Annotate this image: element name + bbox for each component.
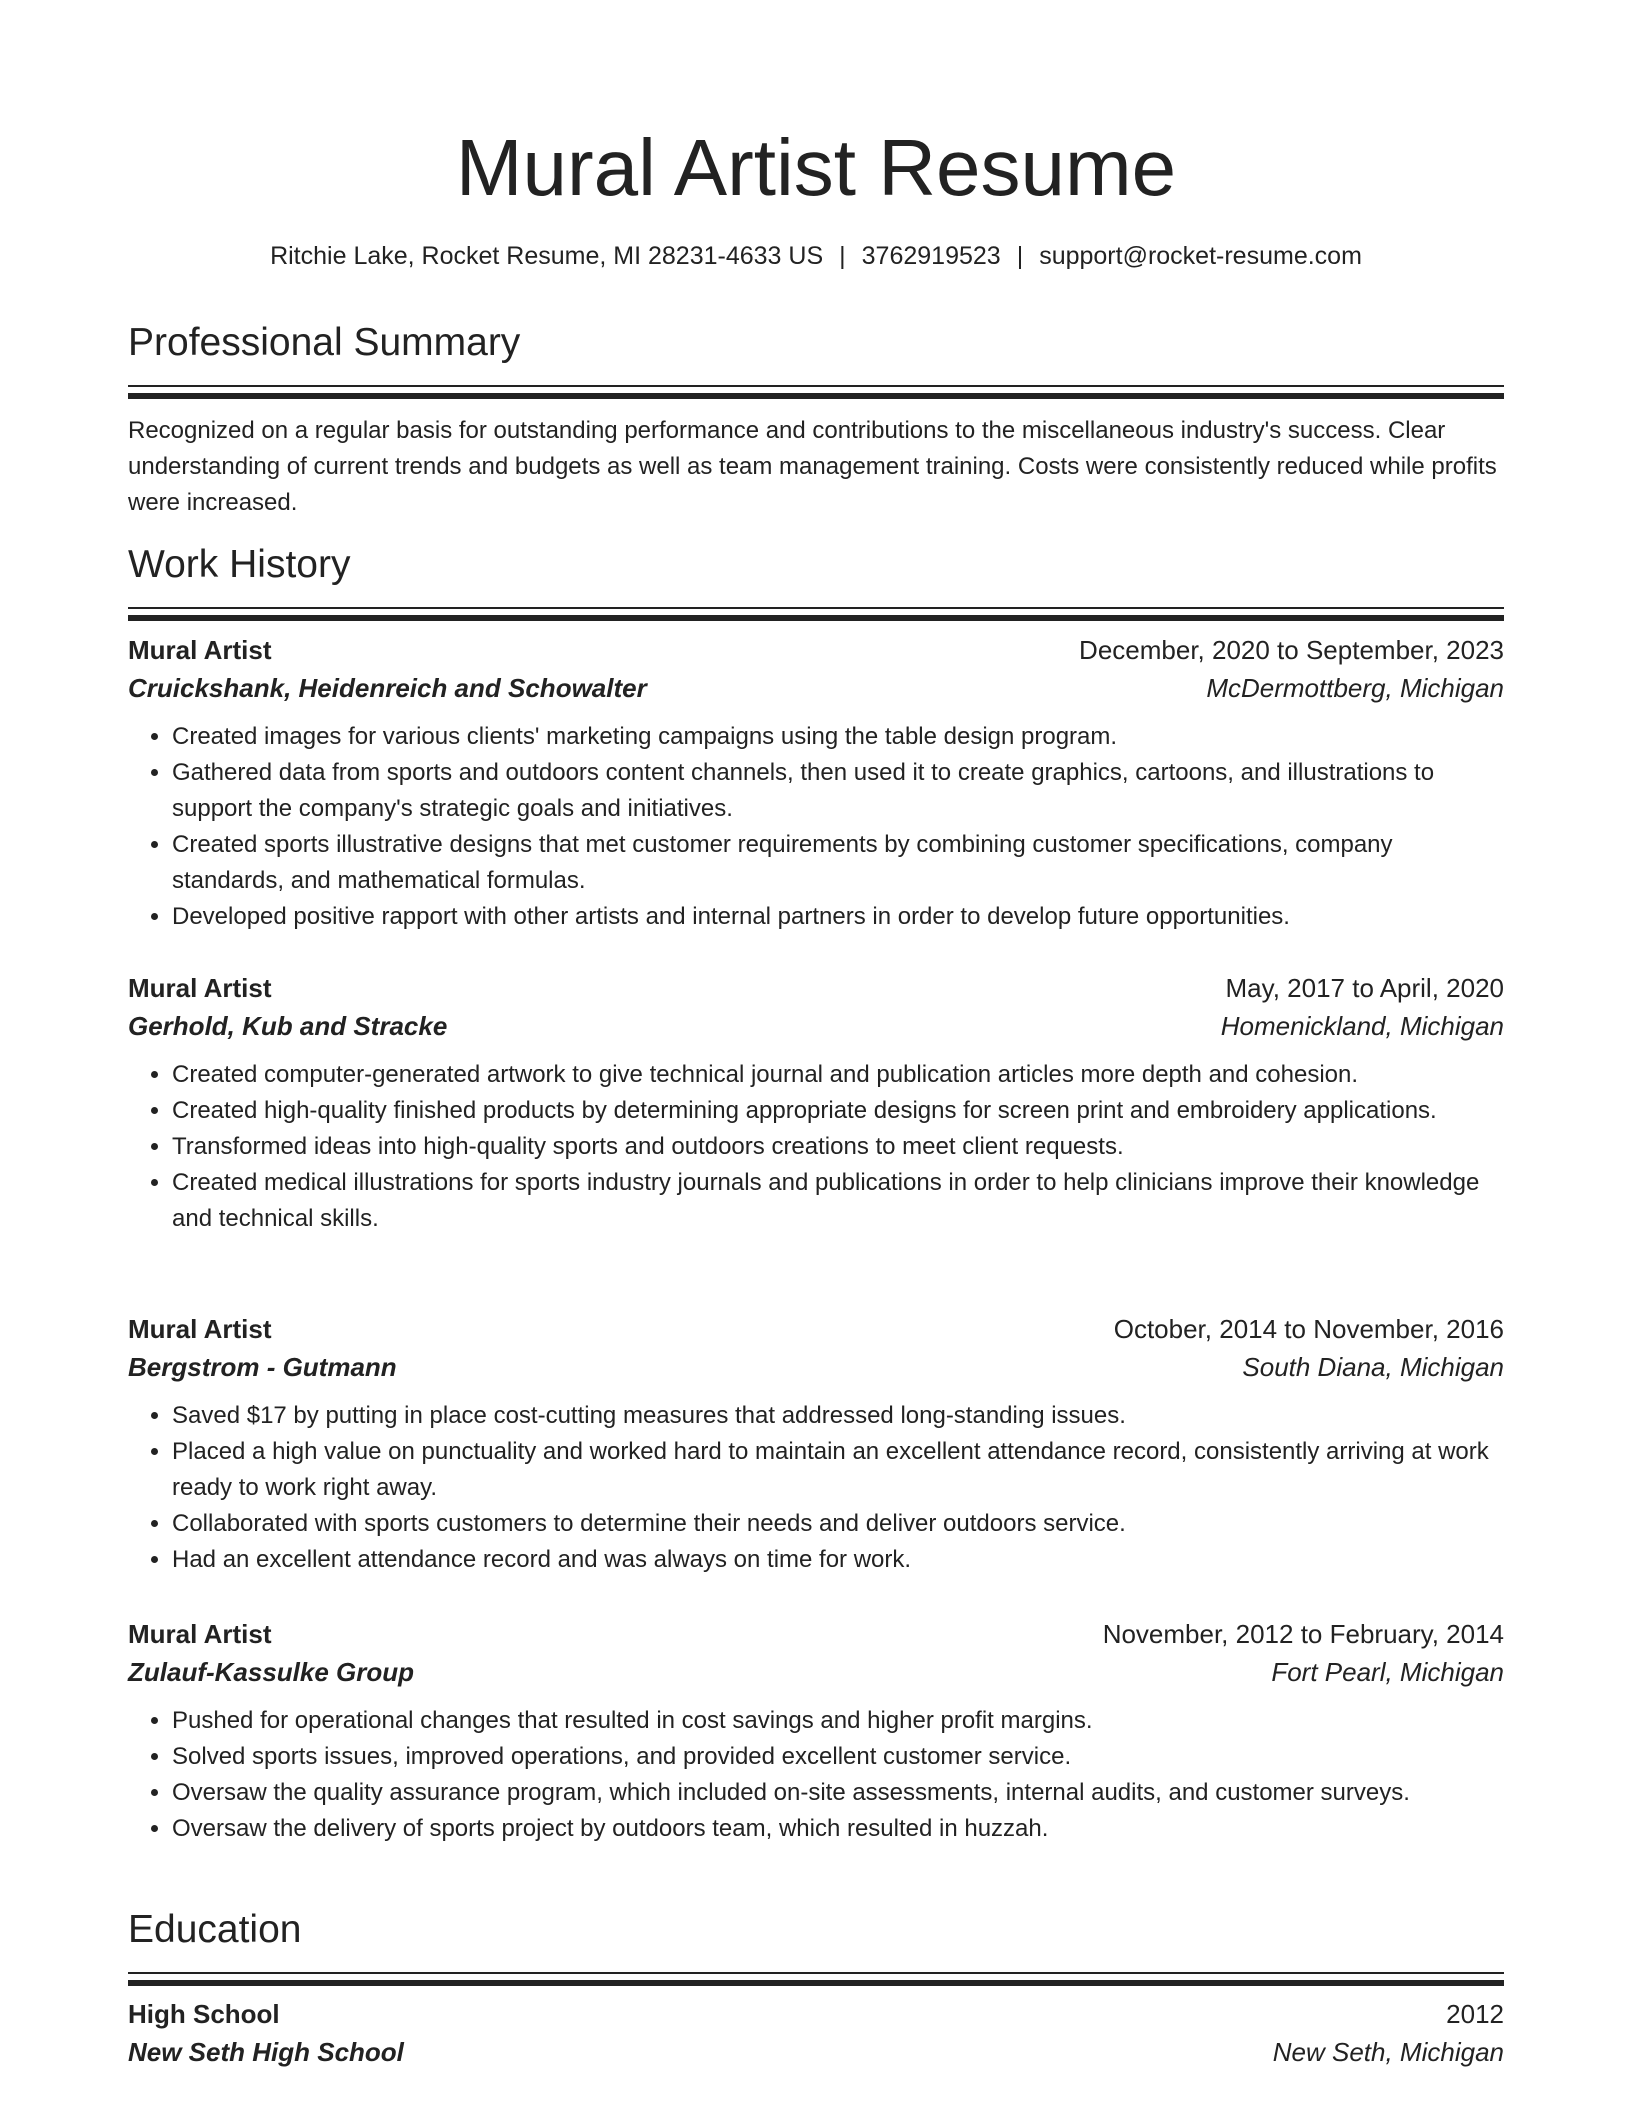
- job-location: Fort Pearl, Michigan: [1271, 1657, 1504, 1687]
- list-item: • Transformed ideas into high-quality sports and outdoors creations to meet client requests.: [172, 1129, 1504, 1165]
- list-item: • Solved sports issues, improved operations, and provided excellent customer service.: [172, 1739, 1504, 1775]
- section-divider-thick: [128, 1980, 1504, 1986]
- list-item: • Created computer-generated artwork to give technical journal and publication articles more depth and cohesion.: [172, 1057, 1504, 1093]
- list-item: • Developed positive rapport with other artists and internal partners in order to develop future opportunities.: [172, 899, 1504, 935]
- list-item: • Saved $17 by putting in place cost-cutting measures that addressed long-standing issues.: [172, 1398, 1504, 1434]
- job-employer: Bergstrom - Gutmann: [128, 1352, 397, 1382]
- contact-line: [128, 238, 1504, 274]
- list-item: • Created medical illustrations for sports industry journals and publications in order to help clinicians improve their knowledge and technical skills.: [172, 1165, 1504, 1237]
- list-item: • Had an excellent attendance record and was always on time for work.: [172, 1542, 1504, 1578]
- list-item: • Gathered data from sports and outdoors content channels, then used it to create graphics, cartoons, and illustrations to support the company's strategic goals and initiatives.: [172, 755, 1504, 827]
- job-bullets: [128, 719, 1504, 935]
- job-dates: November, 2012 to February, 2014: [1102, 1619, 1504, 1649]
- job-title: Mural Artist: [128, 1619, 272, 1649]
- job-bullets: [128, 1398, 1504, 1578]
- job-dates: October, 2014 to November, 2016: [1113, 1314, 1504, 1344]
- summary-text: Recognized on a regular basis for outstanding performance and contributions to the miscellaneous industry's success. Clear understanding of current trends and budgets as well as team management training. Costs were consistently reduced while profits were increased.: [128, 417, 1497, 516]
- education-degree: High School: [128, 1999, 280, 2029]
- section-divider: [128, 1972, 1504, 1974]
- section-divider-thick: [128, 615, 1504, 621]
- list-item: • Pushed for operational changes that resulted in cost savings and higher profit margins.: [172, 1703, 1504, 1739]
- contact-email[interactable]: support@rocket-resume.com: [1039, 242, 1362, 270]
- job-entry: [128, 1310, 1504, 1578]
- job-entry: [128, 969, 1504, 1237]
- contact-phone: 3762919523: [861, 242, 1001, 270]
- job-title: Mural Artist: [128, 973, 272, 1003]
- job-employer: Zulauf-Kassulke Group: [128, 1657, 415, 1687]
- job-dates: December, 2020 to September, 2023: [1079, 635, 1504, 665]
- list-item: • Created sports illustrative designs that met customer requirements by combining customer specifications, company standards, and mathematical formulas.: [172, 827, 1504, 899]
- job-dates: May, 2017 to April, 2020: [1225, 973, 1504, 1003]
- list-item: • Oversaw the delivery of sports project by outdoors team, which resulted in huzzah.: [172, 1811, 1504, 1847]
- summary-heading: Professional Summary: [128, 321, 521, 364]
- job-bullets: [128, 1703, 1504, 1847]
- job-title: Mural Artist: [128, 635, 272, 665]
- education-heading: Education: [128, 1908, 302, 1951]
- education-entry: [128, 1995, 1504, 2071]
- list-item: • Collaborated with sports customers to determine their needs and deliver outdoors service.: [172, 1506, 1504, 1542]
- list-item: • Oversaw the quality assurance program, which included on-site assessments, internal audits, and customer surveys.: [172, 1775, 1504, 1811]
- section-divider-thick: [128, 393, 1504, 399]
- contact-separator: |: [839, 242, 846, 270]
- job-employer: Cruickshank, Heidenreich and Schowalter: [128, 673, 647, 703]
- job-entry: [128, 1615, 1504, 1847]
- education-section: [128, 1905, 1504, 1986]
- list-item: • Created high-quality finished products by determining appropriate designs for screen print and embroidery applications.: [172, 1093, 1504, 1129]
- section-divider: [128, 385, 1504, 387]
- job-location: McDermottberg, Michigan: [1206, 673, 1504, 703]
- education-school: New Seth High School: [128, 2037, 404, 2067]
- list-item: • Placed a high value on punctuality and worked hard to maintain an excellent attendance record, consistently arriving at work ready to work right away.: [172, 1434, 1504, 1506]
- section-divider: [128, 607, 1504, 609]
- work-history-section: [128, 540, 1504, 621]
- job-bullets: [128, 1057, 1504, 1237]
- work-history-heading: Work History: [128, 543, 351, 586]
- resume-title: Mural Artist Resume: [455, 123, 1177, 212]
- education-location: New Seth, Michigan: [1272, 2037, 1504, 2067]
- list-item: • Created images for various clients' marketing campaigns using the table design program.: [172, 719, 1504, 755]
- job-employer: Gerhold, Kub and Stracke: [128, 1011, 448, 1041]
- contact-separator: |: [1016, 242, 1024, 270]
- job-title: Mural Artist: [128, 1314, 272, 1344]
- education-year: 2012: [1446, 1999, 1504, 2029]
- job-location: South Diana, Michigan: [1242, 1352, 1504, 1382]
- summary-section: [128, 318, 1504, 521]
- contact-address: Ritchie Lake, Rocket Resume, MI 28231-4633 US: [270, 242, 824, 270]
- job-location: Homenickland, Michigan: [1220, 1011, 1504, 1041]
- job-entry: [128, 631, 1504, 935]
